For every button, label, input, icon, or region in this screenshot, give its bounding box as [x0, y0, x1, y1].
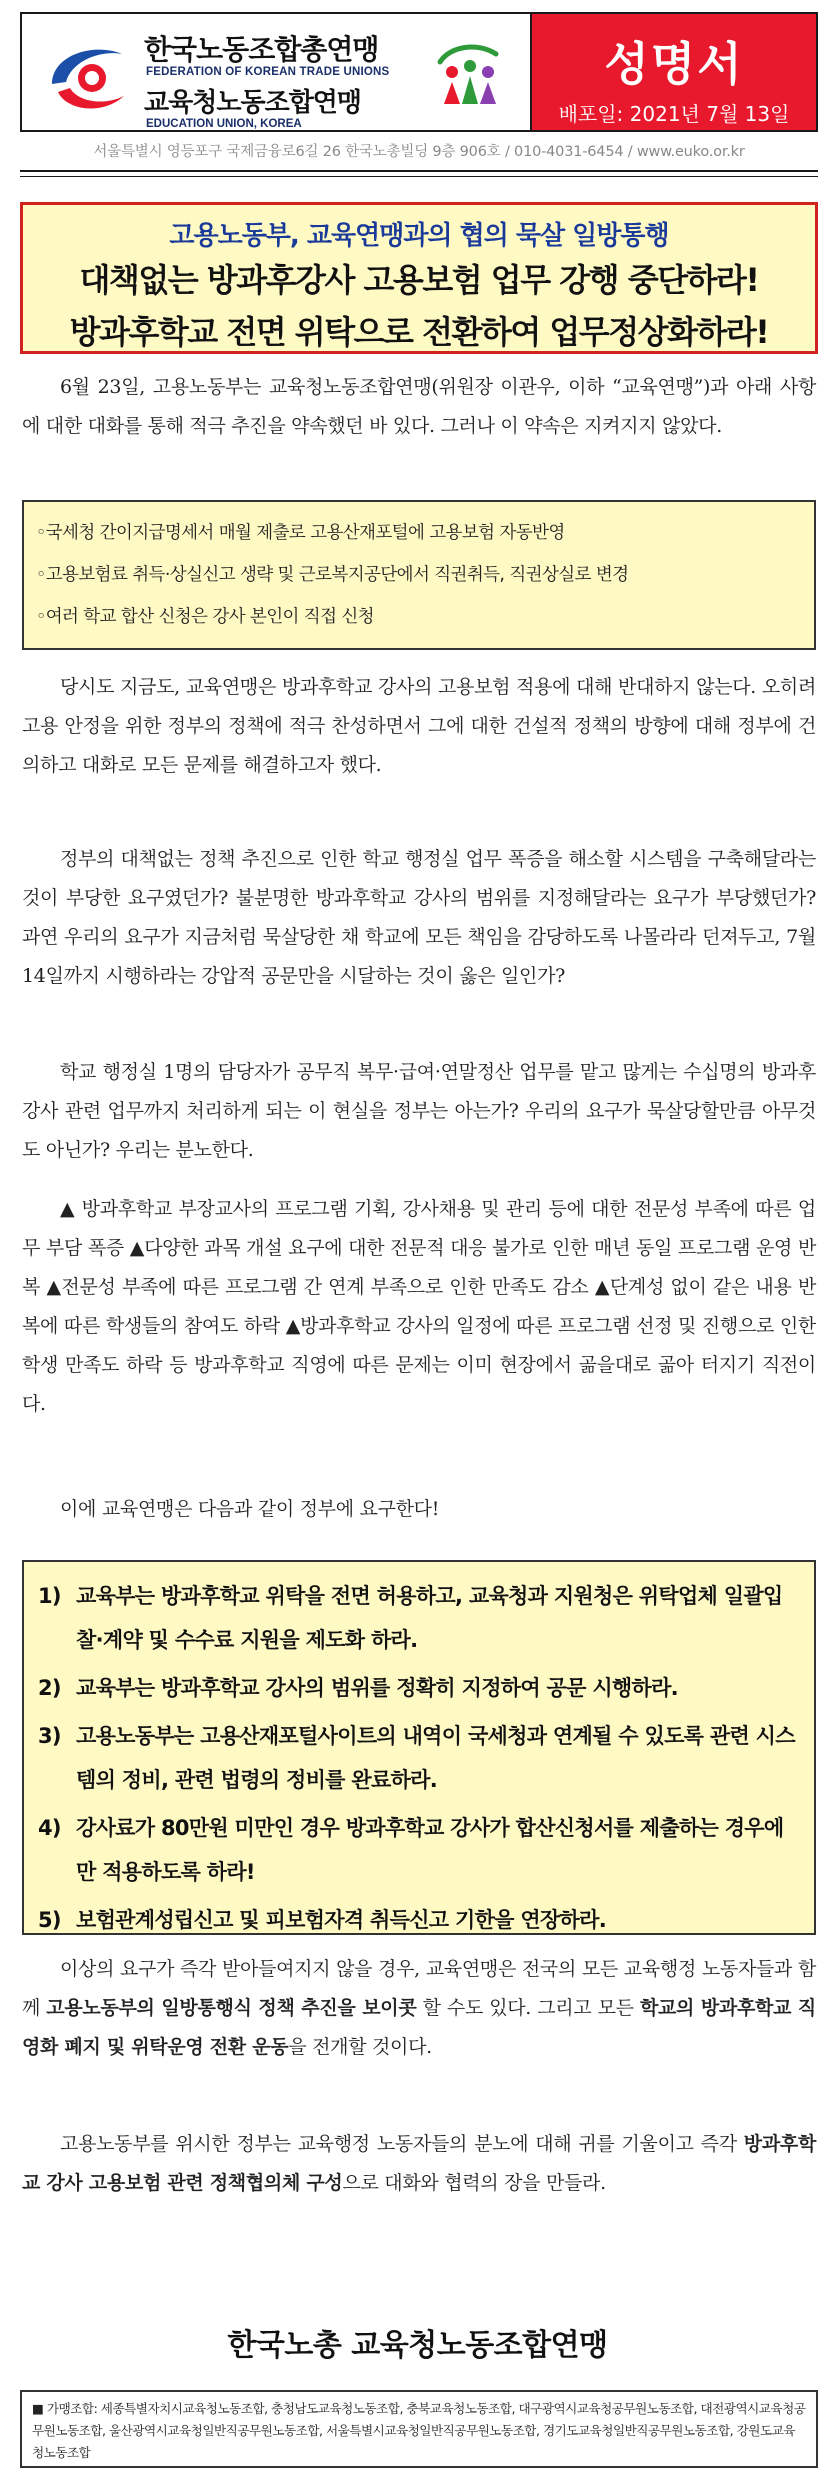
- demand-item: [38, 1806, 800, 1894]
- body-paragraph: 정부의 대책없는 정책 추진으로 인한 학교 행정실 업무 폭증을 해소할 시스템을 구축해달라는 것이 부당한 요구였던가? 불분명한 방과후학교 강사의 범위를 지정해달라는 요구가 부당했던가? 과연 우리의 요구가 지금처럼 묵살당한 채 학교에 모든 책임을 감당하도록 나몰라라 던져두고, 7월 14일까지 시행하라는 강압적 공문만을 시달하는 것이 옳은 일인가?: [22, 848, 816, 987]
- letterhead: [20, 12, 818, 132]
- text-run: 을 전개할 것이다.: [288, 2036, 432, 2058]
- divider: [20, 170, 818, 172]
- demand-text: 강사료가 80만원 미만인 경우 방과후학교 강사가 합산신청서를 제출하는 경우에만 적용하도록 하라!: [76, 1816, 784, 1884]
- emphasis-text: 학교의 방과후학교 직영화 폐지 및 위탁운영 전환 운동: [22, 1997, 816, 2058]
- logo-area: [22, 14, 532, 130]
- demand-item: [38, 1898, 800, 1942]
- demand-item: [38, 1574, 800, 1662]
- intro-paragraph: 6월 23일, 고용노동부는 교육청노동조합연맹(위원장 이관우, 이하 “교육연맹”)과 아래 사항에 대한 대화를 통해 적극 추진을 약속했던 바 있다. 그러나 이 약속은 지켜지지 않았다.: [22, 376, 816, 437]
- demand-text: 교육부는 방과후학교 강사의 범위를 정확히 지정하여 공문 시행하라.: [76, 1676, 678, 1700]
- body-paragraph: 이에 교육연맹은 다음과 같이 정부에 요구한다!: [60, 1498, 440, 1520]
- union-name-en: EDUCATION UNION, KOREA: [146, 118, 302, 130]
- headline-line-2: 방과후학교 전면 위탁으로 전환하여 업무정상화하라!: [69, 313, 769, 351]
- text-run: 이상의 요구가 즉각 받아들여지지 않을 경우, 교육연맹은 전국의 모든 교육행정 노동자들과 함께: [22, 1958, 816, 2019]
- release-date: 배포일: 2021년 7월 13일: [558, 102, 790, 126]
- org-name-en: FEDERATION OF KOREAN TRADE UNIONS: [146, 66, 390, 78]
- list-item: ◦고용보험료 취득·상실신고 생략 및 근로복지공단에서 직권취득, 직권상실로 변경: [36, 565, 629, 585]
- body-paragraph: ▲ 방과후학교 부장교사의 프로그램 기획, 강사채용 및 관리 등에 대한 전문성 부족에 따른 업무 부담 폭증 ▲다양한 과목 개설 요구에 대한 전문적 대응 불가로 인한 매년 동일 프로그램 운영 반복 ▲전문성 부족에 따른 프로그램 간 연계 부족으로 인한 만족도 감소 ▲단계성 없이 같은 내용 반복에 따른 학생들의 참여도 하락 ▲방과후학교 강사의 일정에 따른 프로그램 선정 및 진행으로 인한 학생 만족도 하락 등 방과후학교 직영에 따른 문제는 이미 현장에서 곪을대로 곪아 터지기 직전이다.: [22, 1198, 816, 1415]
- demand-number: 4): [38, 1816, 61, 1840]
- demand-number: 5): [38, 1908, 61, 1932]
- promises-box: [22, 500, 816, 650]
- doc-title-area: [532, 14, 816, 130]
- emphasis-text: 고용노동부의 일방통행식 정책 추진을 보이콧: [46, 1997, 417, 2019]
- closing-paragraph: [22, 1950, 816, 2067]
- demands-box: [22, 1560, 816, 1935]
- demand-number: 3): [38, 1724, 61, 1748]
- demand-number: 2): [38, 1676, 61, 1700]
- closing-paragraph: [22, 2125, 816, 2203]
- headline-line-1: 대책없는 방과후강사 고용보험 업무 강행 중단하라!: [79, 261, 759, 299]
- union-name-kr: 교육청노동조합연맹: [144, 88, 362, 118]
- contact-address: 서울특별시 영등포구 국제금융로6길 26 한국노총빌딩 9층 906호 / 010-4031-6454 / www.euko.or.kr: [93, 144, 745, 160]
- org-name-kr: 한국노동조합총연맹: [144, 33, 379, 66]
- demand-text: 고용노동부는 고용산재포털사이트의 내역이 국세청과 연계될 수 있도록 관련 시스템의 정비, 관련 법령의 정비를 완료하라.: [76, 1724, 795, 1792]
- signature: 한국노총 교육청노동조합연맹: [227, 2328, 608, 2363]
- headline-box: [20, 202, 818, 354]
- text-run: 할 수도 있다. 그리고 모든: [416, 1997, 640, 2019]
- emphasis-text: 방과후학교 강사 고용보험 관련 정책협의체 구성: [22, 2133, 816, 2194]
- divider: [20, 176, 818, 177]
- text-run: 고용노동부를 위시한 정부는 교육행정 노동자들의 분노에 대해 귀를 기울이고 즉각: [60, 2133, 744, 2155]
- list-item: ◦국세청 간이지급명세서 매월 제출로 고용산재포털에 고용보험 자동반영: [36, 523, 565, 543]
- text-run: 으로 대화와 협력의 장을 만들라.: [342, 2172, 606, 2194]
- fktu-logo-icon: [44, 36, 154, 116]
- headline-subtitle: 고용노동부, 교육연맹과의 협의 묵살 일방통행: [169, 221, 669, 251]
- demand-number: 1): [38, 1584, 61, 1608]
- demand-text: 보험관계성립신고 및 피보험자격 취득신고 기한을 연장하라.: [76, 1908, 606, 1932]
- demand-text: 교육부는 방과후학교 위탁을 전면 허용하고, 교육청과 지원청은 위탁업체 일괄입찰·계약 및 수수료 지원을 제도화 하라.: [76, 1584, 783, 1652]
- list-item: ◦여러 학교 합산 신청은 강사 본인이 직접 신청: [36, 607, 374, 627]
- member-unions-box: ■ 가맹조합: 세종특별자치시교육청노동조합, 충청남도교육청노동조합, 충북교육청노동조합, 대구광역시교육청공무원노동조합, 대전광역시교육청공무원노동조합, 울산광역시교육청일반직공무원노동조합, 서울특별시교육청일반직공무원노동조합, 경기도교육청일반직공무원노동조합, 강원도교육청노동조합: [20, 2390, 818, 2468]
- body-paragraph: 학교 행정실 1명의 담당자가 공무직 복무·급여·연말정산 업무를 맡고 많게는 수십명의 방과후강사 관련 업무까지 처리하게 되는 이 현실을 정부는 아는가? 우리의 요구가 묵살당할만큼 아무것도 아닌가? 우리는 분노한다.: [22, 1061, 816, 1161]
- education-union-logo-icon: [430, 42, 510, 112]
- doc-type: 성명서: [604, 37, 744, 91]
- body-paragraph: 당시도 지금도, 교육연맹은 방과후학교 강사의 고용보험 적용에 대해 반대하지 않는다. 오히려 고용 안정을 위한 정부의 정책에 적극 찬성하면서 그에 대한 건설적 정책의 방향에 대해 정부에 건의하고 대화로 모든 문제를 해결하고자 했다.: [22, 676, 816, 776]
- demand-item: [38, 1714, 800, 1802]
- demand-item: [38, 1666, 800, 1710]
